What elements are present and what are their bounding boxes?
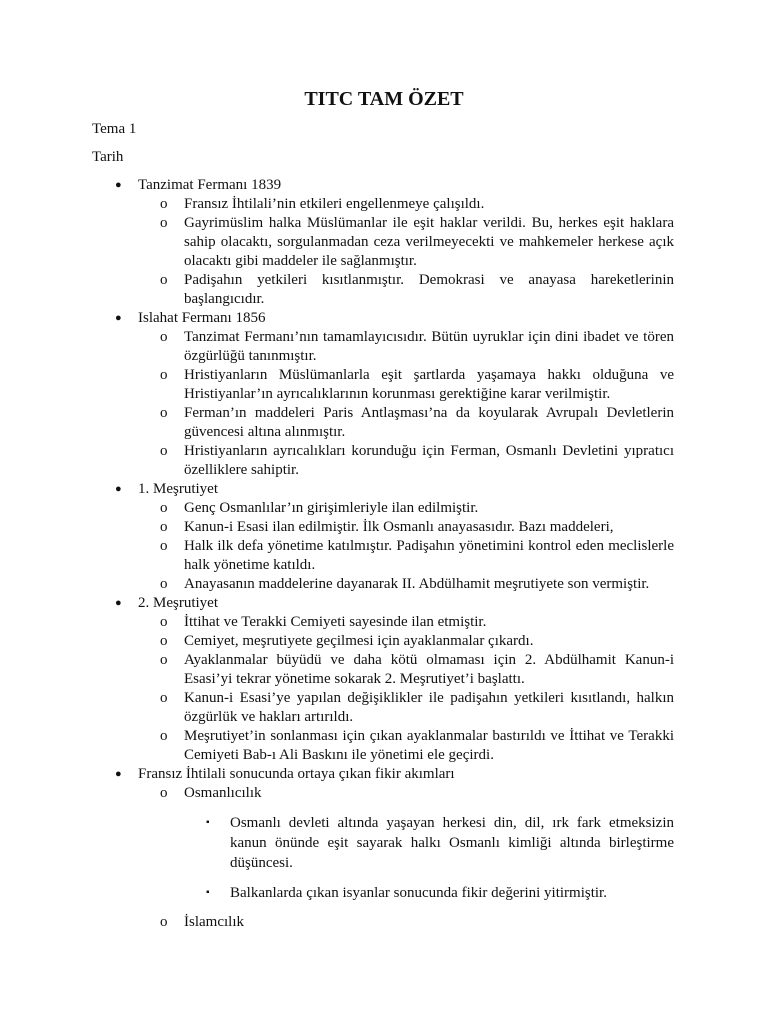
sub-text: Kanun-i Esasi’ye yapılan değişiklikler ile padişahın yetkileri kısıtlandı, halkın özgürlük ve hakları artırıldı. (184, 690, 674, 725)
sub-item (0, 214, 674, 271)
sub-item (0, 689, 674, 727)
sub-list (0, 613, 768, 765)
circle-bullet-icon: o (160, 728, 168, 744)
outline (0, 176, 768, 932)
topic-label: Tanzimat Fermanı 1839 (138, 177, 282, 193)
sub-text: Halk ilk defa yönetime katılmıştır. Padişahın yönetimini kontrol eden meclislerle halk yönetime katıldı. (184, 538, 674, 573)
circle-bullet-icon: o (160, 519, 168, 535)
circle-bullet-icon: o (160, 215, 168, 231)
sub-item (0, 613, 674, 632)
sub-text: Padişahın yetkileri kısıtlanmıştır. Demokrasi ve anayasa hareketlerinin başlangıcıdır. (184, 272, 674, 307)
bullet-icon: ● (115, 312, 122, 324)
sub-text: Anayasanın maddelerine dayanarak II. Abdülhamit meşrutiyete son vermiştir. (184, 576, 650, 592)
sub-item (0, 913, 674, 932)
circle-bullet-icon: o (160, 652, 168, 668)
bullet-icon: ● (115, 597, 122, 609)
sub-item (0, 537, 674, 575)
topic-label: Fransız İhtilali sonucunda ortaya çıkan fikir akımları (138, 766, 455, 782)
sub-text: Cemiyet, meşrutiyete geçilmesi için ayaklanmalar çıkardı. (184, 633, 534, 649)
topic-item (0, 309, 674, 328)
sub-text: Tanzimat Fermanı’nın tamamlayıcısıdır. Bütün uyruklar için dini ibadet ve tören özgürlüğü tanınmıştır. (184, 329, 674, 364)
document-title: TITC TAM ÖZET (304, 88, 464, 110)
sub-text: Gayrimüslim halka Müslümanlar ile eşit haklar verildi. Bu, herkes eşit haklara sahip olacaktı, sorgulanmadan ceza verilmeyecekti ve mahkemeler herkese açık olacaktı gibi maddeler ile sağlanmıştır. (184, 215, 674, 269)
sub-text: Ayaklanmalar büyüdü ve daha kötü olmaması için 2. Abdülhamit Kanun-i Esasi’yi tekrar yönetime sokarak 2. Meşrutiyet’i başlattı. (184, 652, 674, 687)
sub-item (0, 784, 674, 803)
topic-label: Islahat Fermanı 1856 (138, 310, 266, 326)
sub-item (0, 575, 674, 594)
circle-bullet-icon: o (160, 576, 168, 592)
sub-list (0, 195, 768, 309)
square-bullet-icon: ▪ (206, 887, 210, 898)
sub-item (0, 632, 674, 651)
sub-text: Hristiyanların Müslümanlarla eşit şartlarda yaşamaya hakkı olduğuna ve Hristiyanlar’ın ayrıcalıklarının korunması gerektiğine karar verilmiştir. (184, 367, 674, 402)
sub-text: Genç Osmanlılar’ın girişimleriyle ilan edilmiştir. (184, 500, 479, 516)
sub-item (0, 651, 674, 689)
bullet-icon: ● (115, 483, 122, 495)
sub-list (0, 784, 768, 932)
sub-text: Kanun-i Esasi ilan edilmiştir. İlk Osmanlı anayasasıdır. Bazı maddeleri, (184, 519, 614, 535)
topic-item (0, 594, 674, 613)
sub-item (0, 195, 674, 214)
topic-item (0, 765, 674, 784)
circle-bullet-icon: o (160, 633, 168, 649)
section-label: Tarih (92, 149, 124, 165)
circle-bullet-icon: o (160, 272, 168, 288)
topic-label: 1. Meşrutiyet (138, 481, 218, 497)
topic-item (0, 480, 674, 499)
sub-sub-item (0, 813, 674, 873)
sub-sub-text: Balkanlarda çıkan isyanlar sonucunda fikir değerini yitirmiştir. (230, 885, 607, 901)
sub-text: Ferman’ın maddeleri Paris Antlaşması’na da koyularak Avrupalı Devletlerin güvencesi altına alınmıştır. (184, 405, 674, 440)
sub-text: Meşrutiyet’in sonlanması için çıkan ayaklanmalar bastırıldı ve İttihat ve Terakki Cemiyeti Bab-ı Ali Baskını ile yönetimi ele geçirdi. (184, 728, 674, 763)
sub-sub-text: Osmanlı devleti altında yaşayan herkesi din, dil, ırk fark etmeksizin kanun önünde eşit sayarak halkı Osmanlı kimliği altında birleştirme düşüncesi. (230, 815, 674, 871)
sub-text: İslamcılık (184, 914, 244, 930)
sub-item (0, 499, 674, 518)
sub-item (0, 271, 674, 309)
square-bullet-icon: ▪ (206, 817, 210, 828)
sub-text: Hristiyanların ayrıcalıkları korunduğu için Ferman, Osmanlı Devletini yıpratıcı özelliklere sahiptir. (184, 443, 674, 478)
sub-item (0, 518, 674, 537)
circle-bullet-icon: o (160, 500, 168, 516)
circle-bullet-icon: o (160, 329, 168, 345)
topic-item (0, 176, 674, 195)
circle-bullet-icon: o (160, 405, 168, 421)
sub-text: Osmanlıcılık (184, 785, 262, 801)
circle-bullet-icon: o (160, 538, 168, 554)
circle-bullet-icon: o (160, 367, 168, 383)
circle-bullet-icon: o (160, 785, 168, 801)
sub-item (0, 727, 674, 765)
bullet-icon: ● (115, 179, 122, 191)
bullet-icon: ● (115, 768, 122, 780)
sub-text: İttihat ve Terakki Cemiyeti sayesinde ilan etmiştir. (184, 614, 487, 630)
topic-label: 2. Meşrutiyet (138, 595, 218, 611)
circle-bullet-icon: o (160, 914, 168, 930)
circle-bullet-icon: o (160, 690, 168, 706)
sub-item (0, 442, 674, 480)
sub-item (0, 366, 674, 404)
circle-bullet-icon: o (160, 614, 168, 630)
circle-bullet-icon: o (160, 443, 168, 459)
circle-bullet-icon: o (160, 196, 168, 212)
sub-item (0, 404, 674, 442)
sub-text: Fransız İhtilali’nin etkileri engellenmeye çalışıldı. (184, 196, 485, 212)
sub-sub-list (0, 813, 768, 903)
sub-list (0, 499, 768, 594)
sub-item (0, 328, 674, 366)
tema-label: Tema 1 (92, 121, 137, 137)
sub-sub-item (0, 883, 674, 903)
sub-list (0, 328, 768, 480)
